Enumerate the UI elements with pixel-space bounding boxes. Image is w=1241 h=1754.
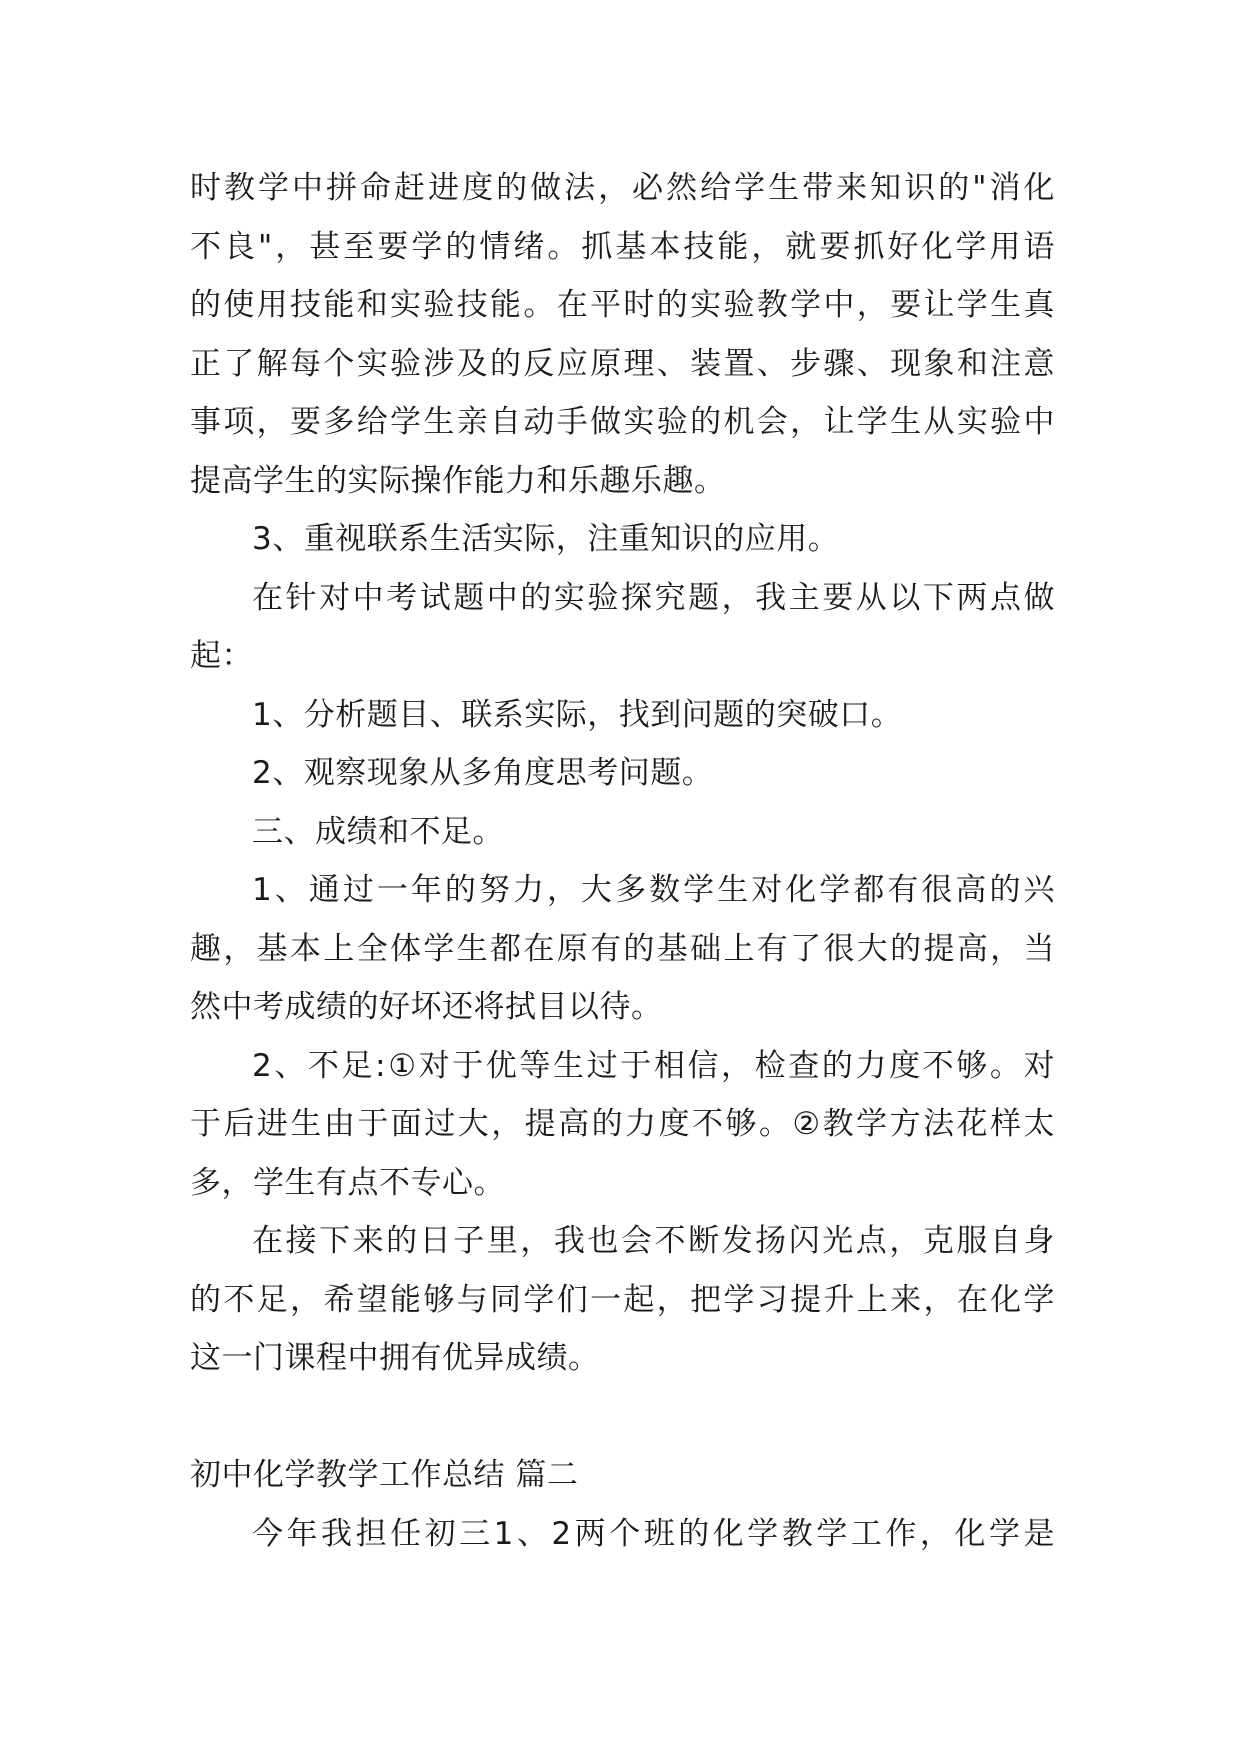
text-line: 这一门课程中拥有优异成绩。 [190,1340,600,1376]
text-line: 三、成绩和不足。 [252,813,504,850]
text-line: 于后进生由于面过大，提高的力度不够。②教学方法花样太 [190,1106,1055,1142]
text-line: 时教学中拼命赶进度的做法，必然给学生带来知识的"消化 [190,170,1055,206]
text-line: 然中考成绩的好坏还将拭目以待。 [190,989,663,1025]
text-line: 1、分析题目、联系实际，找到问题的突破口。 [252,696,903,733]
section-gap [190,1388,1055,1447]
text-line: 趣，基本上全体学生都在原有的基础上有了很大的提高，当 [190,930,1055,967]
text-line: 2、观察现象从多角度思考问题。 [252,755,714,791]
text-line: 起： [190,638,253,674]
text-line: 事项，要多给学生亲自动手做实验的机会，让学生从实验中 [190,404,1055,440]
section-heading: 初中化学教学工作总结 篇二 [190,1457,579,1493]
text-line: 2、不足:①对于优等生过于相信，检查的力度不够。对 [252,1047,1055,1084]
text-line: 多，学生有点不专心。 [190,1164,505,1201]
text-line: 在接下来的日子里，我也会不断发扬闪光点，克服自身 [252,1223,1055,1259]
text-line: 今年我担任初三1、2两个班的化学教学工作，化学是 [252,1515,1055,1552]
text-line: 提高学生的实际操作能力和乐趣乐趣。 [190,462,726,499]
text-line: 的使用技能和实验技能。在平时的实验教学中，要让学生真 [190,287,1055,323]
text-line: 1、通过一年的努力，大多数学生对化学都有很高的兴 [252,872,1055,908]
text-line: 在针对中考试题中的实验探究题，我主要从以下两点做 [252,579,1055,616]
text-line: 的不足，希望能够与同学们一起，把学习提升上来，在化学 [190,1281,1055,1318]
text-line: 正了解每个实验涉及的反应原理、装置、步骤、现象和注意 [190,345,1055,382]
document-body [190,159,1055,1563]
text-line: 不良"，甚至要学的情绪。抓基本技能，就要抓好化学用语 [190,228,1055,265]
text-line: 3、重视联系生活实际，注重知识的应用。 [252,521,840,557]
